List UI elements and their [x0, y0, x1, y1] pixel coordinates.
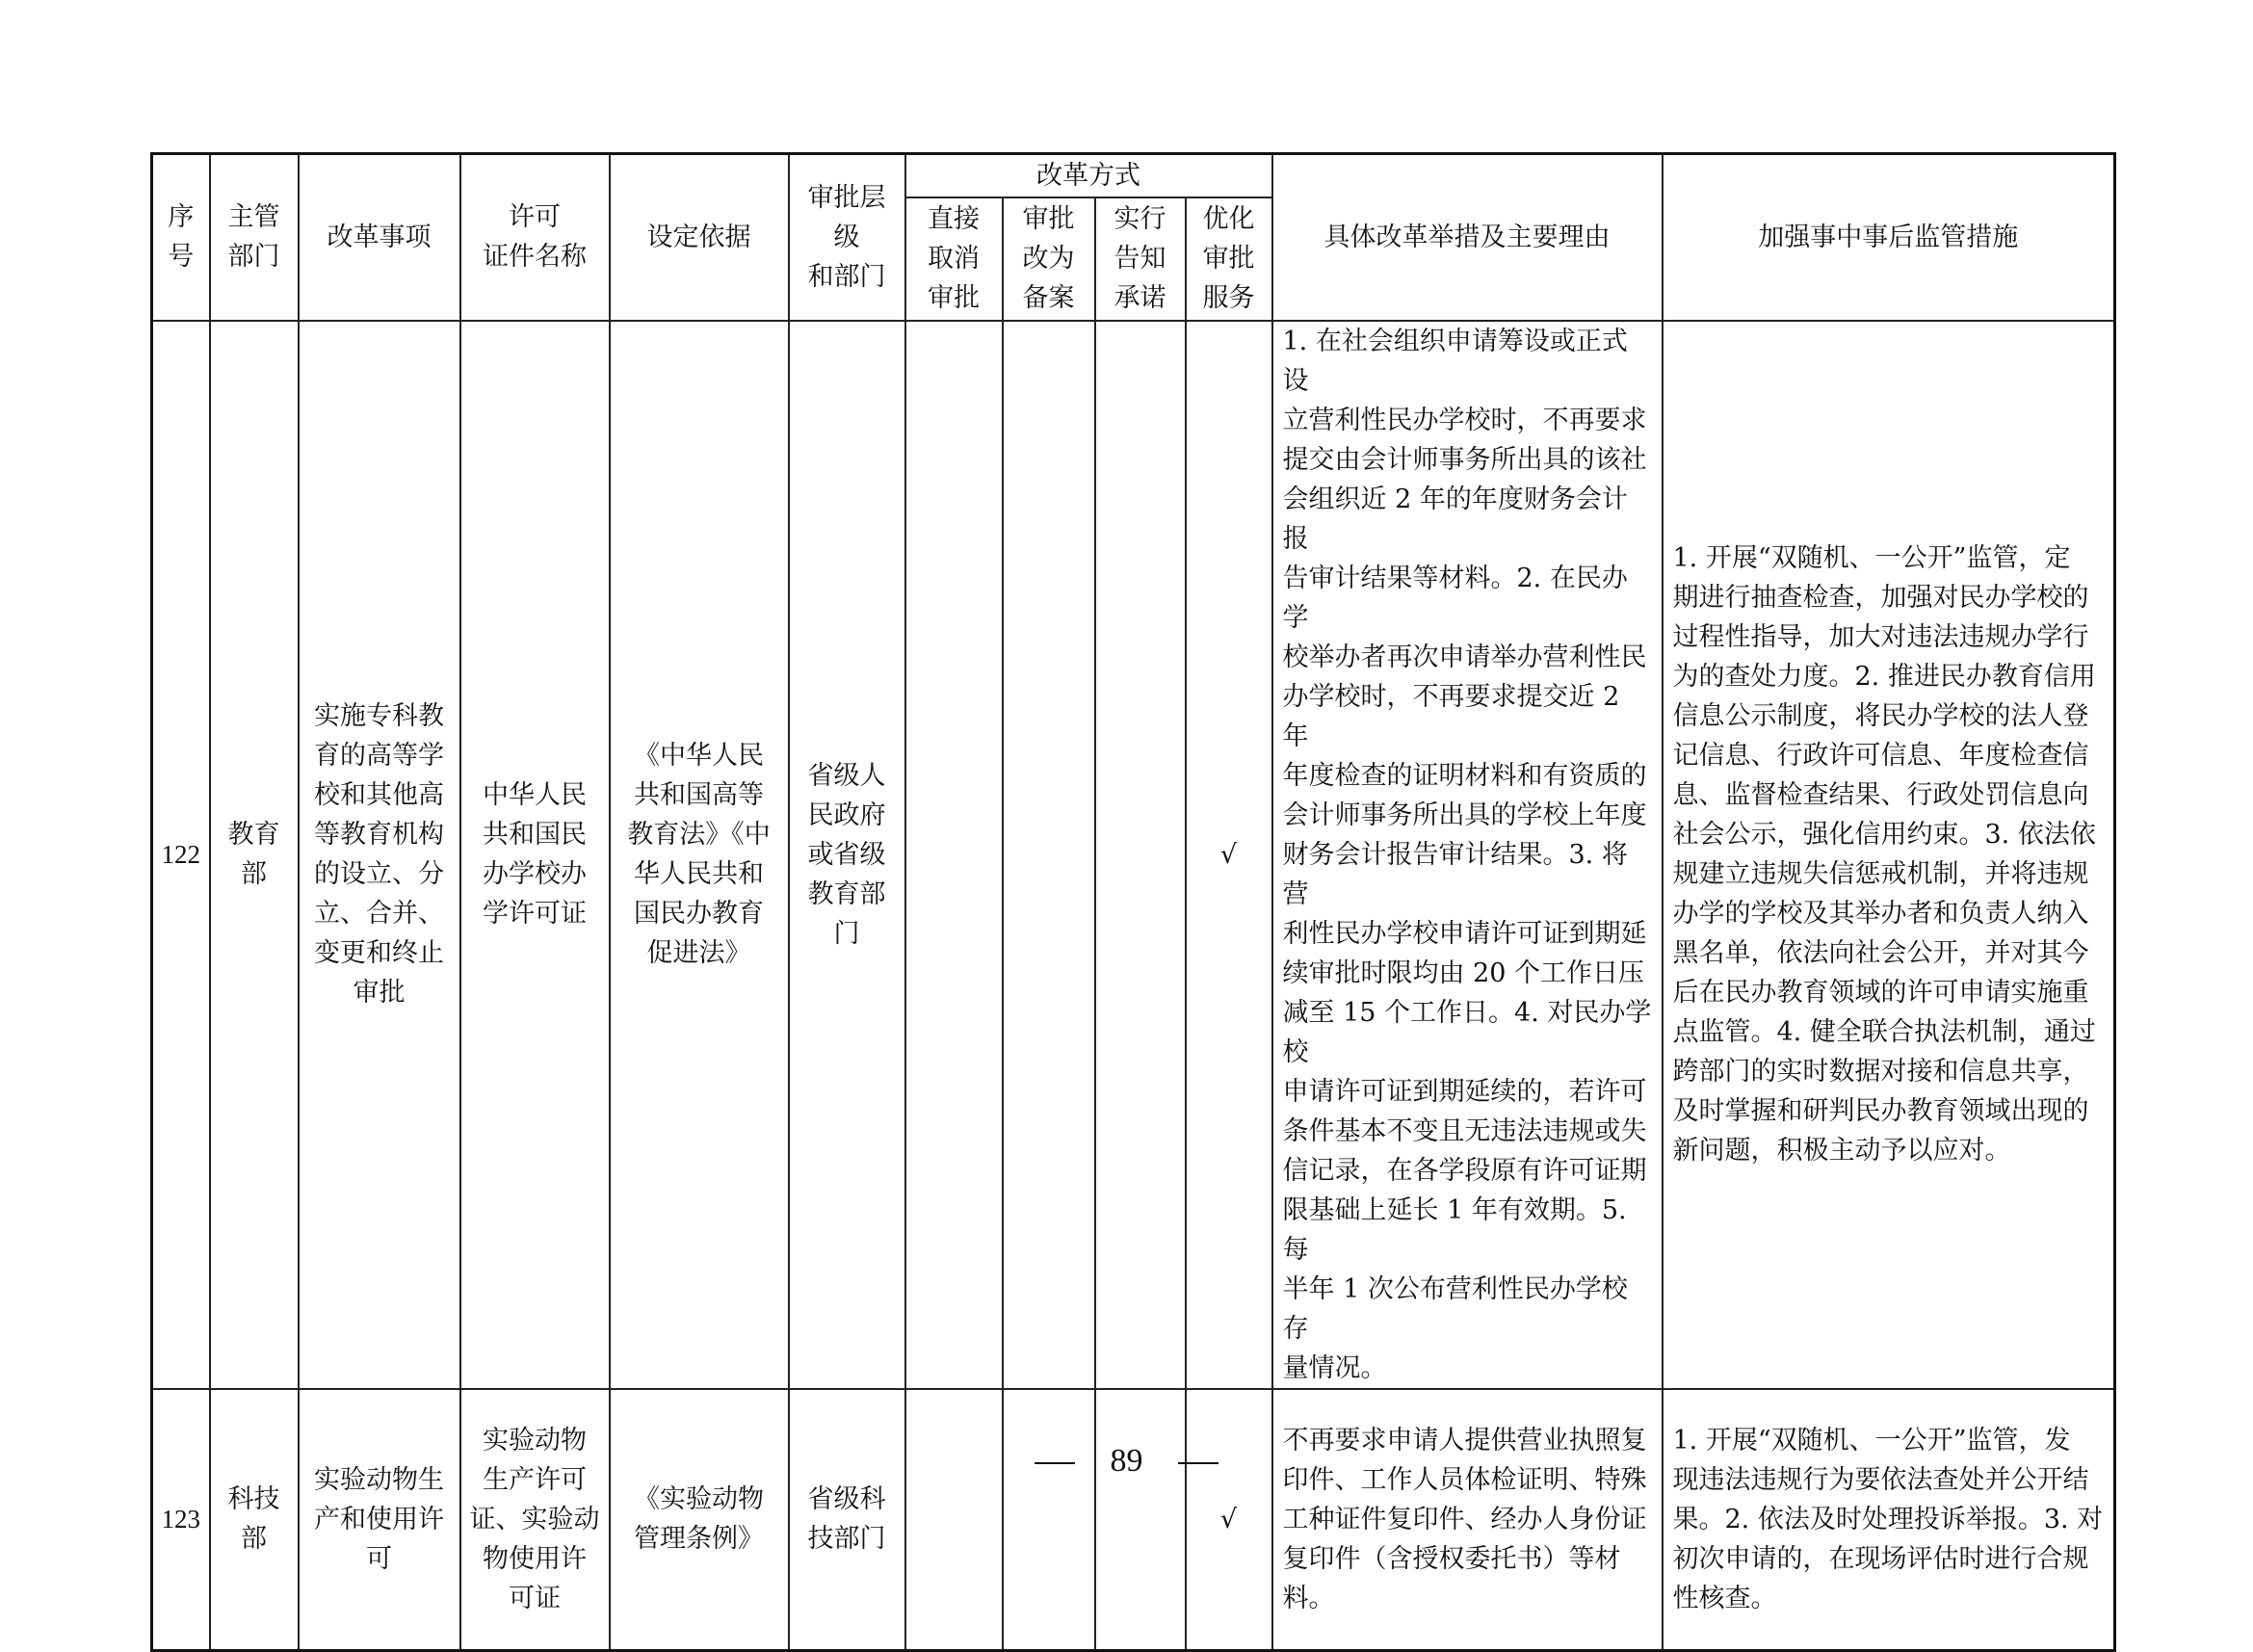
header-measures: 具体改革举措及主要理由: [1272, 154, 1663, 321]
header-supervision: 加强事中事后监管措施: [1663, 154, 2115, 321]
cell-filing: [1003, 1389, 1095, 1651]
header-reform-filing: 审批 改为 备案: [1003, 197, 1095, 321]
page-number: 89: [1110, 1443, 1143, 1479]
table-row: [152, 321, 2115, 1389]
cell-filing: [1003, 321, 1095, 1389]
header-seq: 序 号: [152, 154, 210, 321]
check-mark: √: [1186, 1389, 1272, 1651]
header-reform-cancel: 直接 取消 审批: [905, 197, 1003, 321]
cell-seq: 123: [152, 1389, 210, 1651]
cell-cancel: [905, 1389, 1003, 1651]
table-row: [152, 1389, 2115, 1651]
cell-measures: 不再要求申请人提供营业执照复 印件、工作人员体检证明、特殊 工种证件复印件、经办人身份证 复印件（含授权委托书）等材料。: [1272, 1389, 1663, 1651]
header-basis: 设定依据: [610, 154, 789, 321]
header-reform-group: 改革方式: [905, 154, 1272, 197]
cell-commit: [1095, 1389, 1186, 1651]
cell-license: 中华人民 共和国民 办学校办 学许可证: [460, 321, 610, 1389]
page-footer: [0, 1443, 2253, 1480]
cell-license: 实验动物 生产许可 证、实验动 物使用许 可证: [460, 1389, 610, 1651]
cell-seq: 122: [152, 321, 210, 1389]
header-reform-commit: 实行 告知 承诺: [1095, 197, 1186, 321]
cell-basis: 《实验动物 管理条例》: [610, 1389, 789, 1651]
header-dept: 主管 部门: [210, 154, 299, 321]
cell-measures: 1. 在社会组织申请筹设或正式设 立营利性民办学校时，不再要求 提交由会计师事务所出具的该社 会组织近 2 年的年度财务会计报 告审计结果等材料。2. 在民办学 校举办者再次申请举办营利性民 办学校时，不再要求提交近 2 年 年度检查的证明材料和有资质的 会计师事务所出具的学校上年度 财务会计报告审计结果。3. 将营 利性民办学校申请许可证到期延 续审批时限均由 20 个工作日压 减至 15 个工作日。4. 对民办学校 申请许可证到期延续的，若许可 条件基本不变且无违法违规或失 信记录，在各学段原有许可证期 限基础上延长 1 年有效期。5. 每 半年 1 次公布营利性民办学校存 量情况。: [1272, 321, 1663, 1389]
reform-table: [150, 152, 2116, 1652]
header-reform-optimize: 优化 审批 服务: [1186, 197, 1272, 321]
footer-dash-right: [1178, 1462, 1218, 1464]
cell-level: 省级人 民政府 或省级 教育部 门: [789, 321, 905, 1389]
cell-dept: 教育部: [210, 321, 299, 1389]
cell-supervision: 1. 开展“双随机、一公开”监管，定 期进行抽查检查，加强对民办学校的 过程性指导，加大对违法违规办学行 为的查处力度。2. 推进民办教育信用 信息公示制度，将民办学校的法人登 记信息、行政许可信息、年度检查信 息、监督检查结果、行政处罚信息向 社会公示，强化信用约束。3. 依法依 规建立违规失信惩戒机制，并将违规 办学的学校及其举办者和负责人纳入 黑名单，依法向社会公开，并对其今 后在民办教育领域的许可申请实施重 点监管。4. 健全联合执法机制，通过 跨部门的实时数据对接和信息共享， 及时掌握和研判民办教育领域出现的 新问题，积极主动予以应对。: [1663, 321, 2115, 1389]
cell-item: 实验动物生 产和使用许 可: [299, 1389, 460, 1651]
cell-dept: 科技部: [210, 1389, 299, 1651]
header-item: 改革事项: [299, 154, 460, 321]
footer-dash-left: [1035, 1462, 1075, 1464]
header-license: 许可 证件名称: [460, 154, 610, 321]
cell-level: 省级科 技部门: [789, 1389, 905, 1651]
check-mark: √: [1186, 321, 1272, 1389]
cell-supervision: 1. 开展“双随机、一公开”监管，发 现违法违规行为要依法查处并公开结 果。2. 依法及时处理投诉举报。3. 对 初次申请的，在现场评估时进行合规 性核查。: [1663, 1389, 2115, 1651]
header-level: 审批层级 和部门: [789, 154, 905, 321]
cell-cancel: [905, 321, 1003, 1389]
cell-basis: 《中华人民 共和国高等 教育法》《中 华人民共和 国民办教育 促进法》: [610, 321, 789, 1389]
cell-commit: [1095, 321, 1186, 1389]
cell-item: 实施专科教 育的高等学 校和其他高 等教育机构 的设立、分 立、合并、 变更和终止 审批: [299, 321, 460, 1389]
